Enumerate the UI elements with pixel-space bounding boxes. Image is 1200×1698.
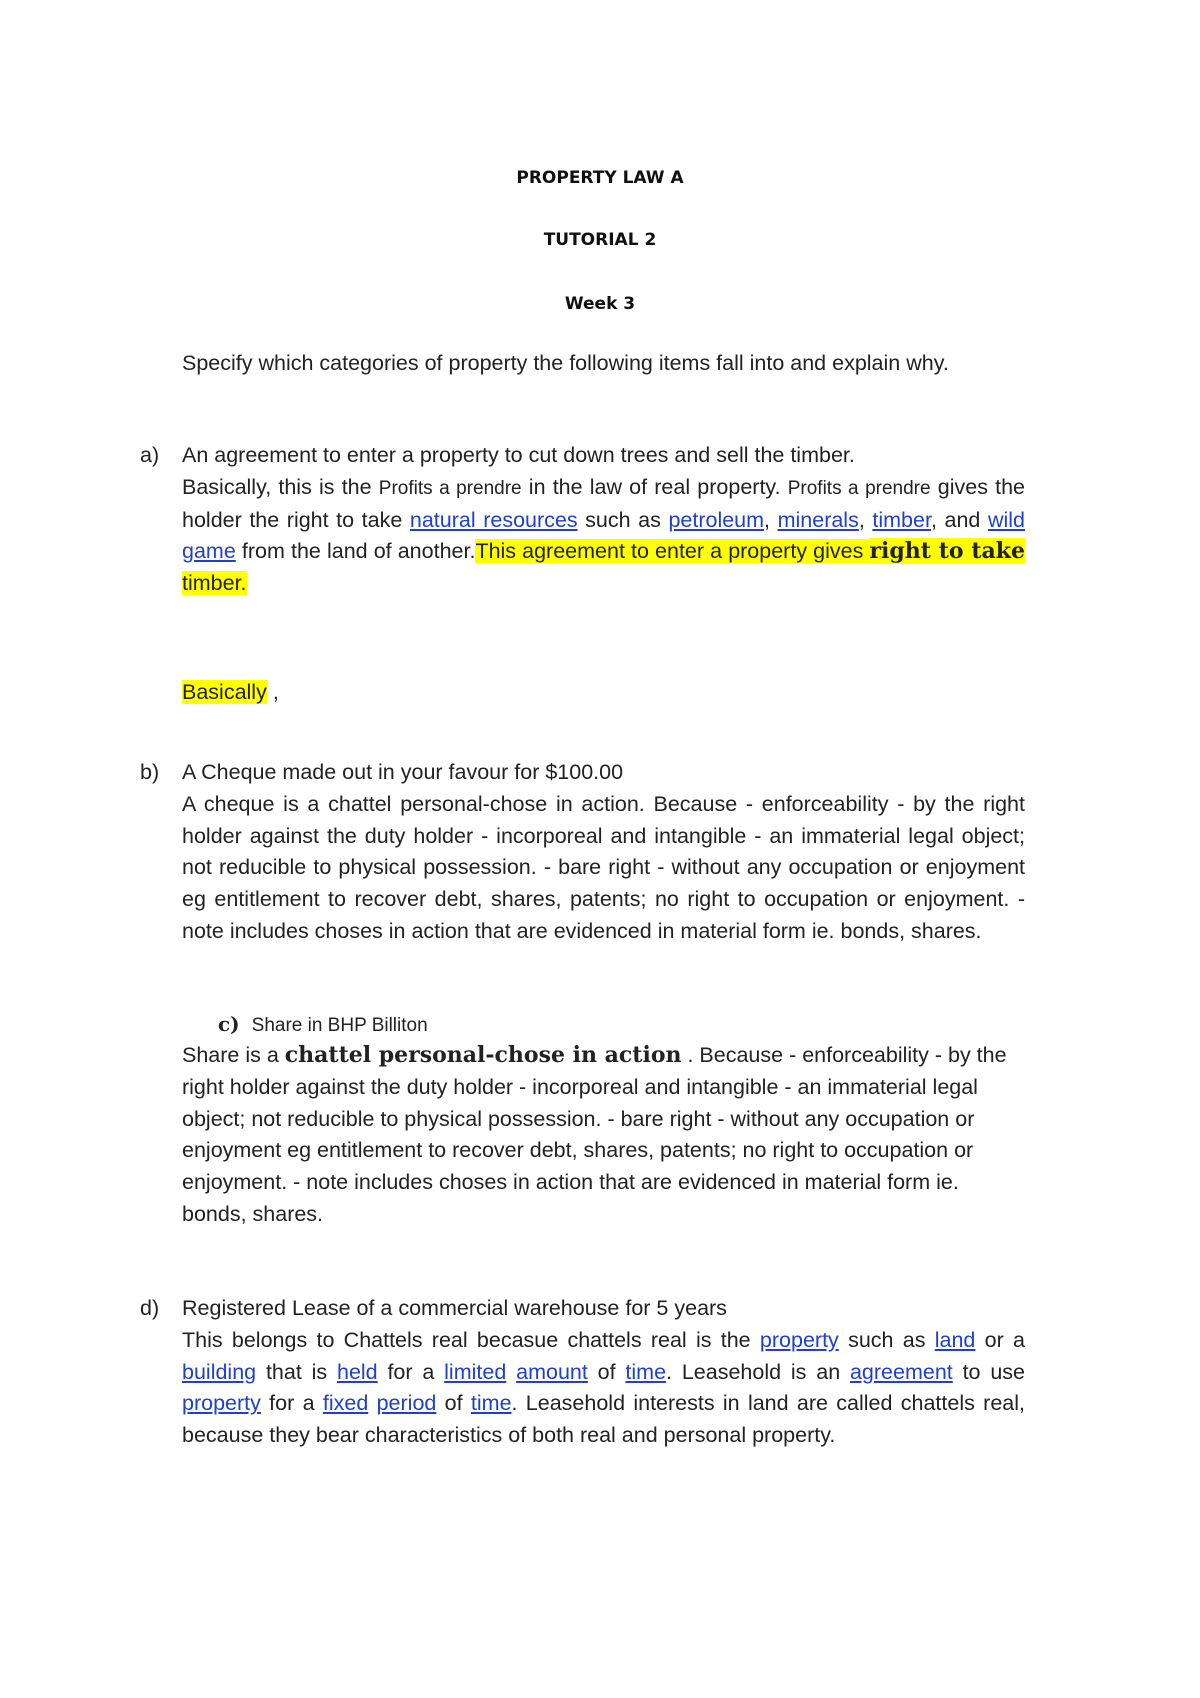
answer-a-text: such as xyxy=(577,507,669,532)
answer-d-text: that is xyxy=(256,1359,337,1384)
answer-d-text: such as xyxy=(838,1327,935,1352)
link-natural-resources[interactable]: natural resources xyxy=(409,507,578,532)
answer-d xyxy=(182,1325,1025,1452)
answer-a-text: , xyxy=(764,507,778,532)
highlighted-text: timber. xyxy=(182,571,247,596)
answer-d-text: to use xyxy=(952,1359,1025,1384)
answer-d-text: for a xyxy=(377,1359,445,1384)
link-property[interactable]: property xyxy=(759,1327,839,1352)
link-held[interactable]: held xyxy=(336,1359,378,1384)
link-petroleum[interactable]: petroleum xyxy=(668,507,765,532)
week-heading: Week 3 xyxy=(564,294,636,314)
answer-d-text xyxy=(506,1360,516,1384)
basically-note xyxy=(182,677,279,709)
profits-a-prendre-term: Profits a prendre xyxy=(378,477,522,499)
link-wild-game[interactable]: wild game xyxy=(182,507,1025,564)
question-d-text: Registered Lease of a commercial warehouse for 5 years xyxy=(182,1296,727,1320)
highlighted-text: Basically xyxy=(182,680,267,704)
link-land[interactable]: land xyxy=(934,1327,976,1352)
answer-b: A cheque is a chattel personal-chose in action. Because - enforceability - by the right holder against the duty holder - incorporeal and intangible - an immaterial legal object; not reducible to physical possession. - bare right - without any occupation or enjoyment eg entitlement to recover debt, shares, patents; no right to occupation or enjoyment. - note includes choses in action that are evidenced in material form ie. bonds, shares. xyxy=(182,791,1025,943)
tutorial-heading: TUTORIAL 2 xyxy=(543,230,657,250)
answer-c-text: . Because - enforceability - by the right holder against the duty holder - incorporeal and intangible - an immaterial legal object; not reducible to physical possession. - bare right - without any occupation or enjoyment eg entitlement to recover debt, shares, patents; no right to occupation or enjoyment. - note includes choses in action that are evidenced in material form ie. bonds, shares. xyxy=(182,1043,1007,1226)
link-agreement[interactable]: agreement xyxy=(849,1359,953,1384)
answer-c xyxy=(182,1040,1025,1231)
question-d-marker: d) xyxy=(140,1296,160,1320)
answer-d-text: of xyxy=(436,1391,471,1416)
answer-c-text: Share is a xyxy=(182,1043,285,1067)
link-time[interactable]: time xyxy=(625,1359,667,1384)
link-fixed[interactable]: fixed xyxy=(322,1391,369,1416)
answer-d-text: . Leasehold is an xyxy=(666,1359,850,1384)
answer-d-text: or a xyxy=(975,1327,1026,1352)
intro-instruction: Specify which categories of property the following items fall into and explain why. xyxy=(182,351,949,375)
link-limited[interactable]: limited xyxy=(444,1359,507,1384)
answer-a-text: , and xyxy=(930,507,988,532)
question-d-content xyxy=(182,1293,1025,1452)
answer-d-text xyxy=(368,1391,376,1415)
question-c-marker: c) xyxy=(218,1012,240,1036)
highlighted-text: This agreement to enter a property gives xyxy=(475,539,870,564)
answer-a-text: gives the holder the right to take xyxy=(182,474,1025,532)
highlighted-bold-text: right to take xyxy=(869,538,1025,565)
link-amount[interactable]: amount xyxy=(516,1359,588,1384)
link-time-2[interactable]: time xyxy=(470,1391,512,1416)
answer-d-text: of xyxy=(587,1359,626,1384)
question-a-content xyxy=(182,440,1025,600)
question-c-text: Share in BHP Billiton xyxy=(251,1015,428,1036)
question-a-marker: a) xyxy=(140,443,160,467)
question-a-text: An agreement to enter a property to cut down trees and sell the timber. xyxy=(182,443,855,467)
link-property-2[interactable]: property xyxy=(182,1391,261,1416)
link-minerals[interactable]: minerals xyxy=(777,507,859,532)
document-title: PROPERTY LAW A xyxy=(516,168,684,188)
question-b-marker: b) xyxy=(140,760,160,784)
answer-c-bold-term: chattel personal-chose in action xyxy=(284,1042,682,1068)
question-b-text: A Cheque made out in your favour for $100.00 xyxy=(182,760,624,784)
question-b-content xyxy=(182,757,1025,948)
link-building[interactable]: building xyxy=(182,1359,257,1384)
answer-a xyxy=(182,472,1025,600)
answer-a-text: from the land of another. xyxy=(235,539,476,564)
answer-a-text: in the law of real property. xyxy=(521,474,788,499)
answer-d-text: . Leasehold interests in land are called chattels real, because they bear characteristics of both real and personal property. xyxy=(182,1391,1025,1448)
answer-a-text: , xyxy=(858,507,873,532)
link-period[interactable]: period xyxy=(376,1391,437,1416)
answer-a-text: Basically, this is the xyxy=(182,474,379,499)
question-c xyxy=(218,1010,428,1040)
answer-d-text: for a xyxy=(260,1391,323,1416)
link-timber[interactable]: timber xyxy=(872,507,931,532)
answer-d-text: This belongs to Chattels real becasue chattels real is the xyxy=(182,1327,760,1352)
basically-tail: , xyxy=(266,680,279,704)
profits-a-prendre-term: Profits a prendre xyxy=(787,477,931,499)
